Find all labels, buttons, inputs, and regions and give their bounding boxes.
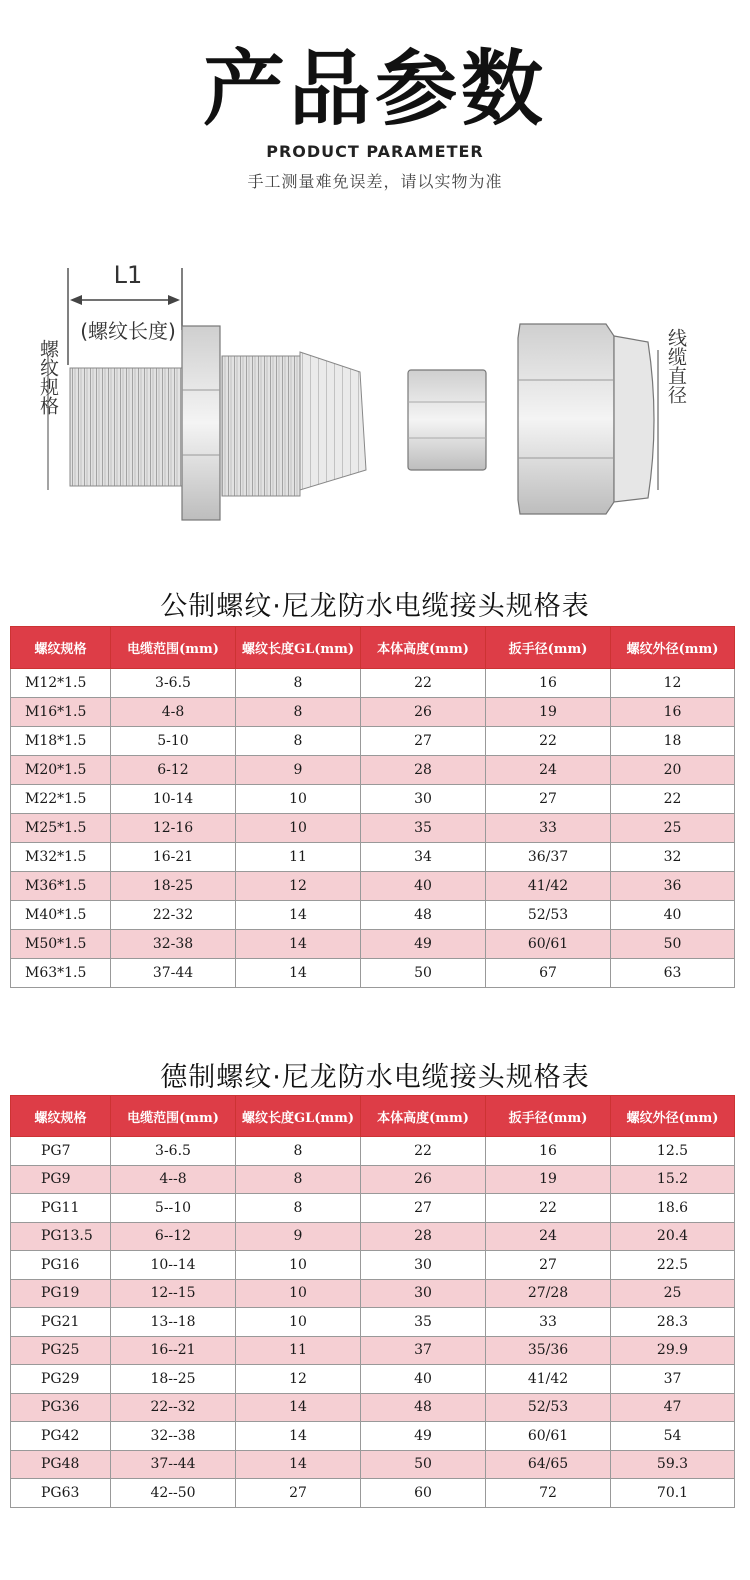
table-cell: 12 <box>236 1365 361 1394</box>
table-cell: 33 <box>486 1308 611 1337</box>
table-row <box>11 1251 735 1280</box>
table-cell: PG48 <box>11 1450 111 1479</box>
table-row <box>11 669 735 698</box>
table-cell: 52/53 <box>486 1393 611 1422</box>
table-cell: PG63 <box>11 1479 111 1508</box>
table-cell: 60/61 <box>486 930 611 959</box>
table-cell: 50 <box>361 959 486 988</box>
table-cell: 5--10 <box>111 1194 236 1223</box>
table-cell: 30 <box>361 785 486 814</box>
table-cell: 26 <box>361 1165 486 1194</box>
table-cell: 14 <box>236 1450 361 1479</box>
table-cell: M22*1.5 <box>11 785 111 814</box>
column-header: 电缆范围(mm) <box>111 1096 236 1137</box>
table-cell: 3-6.5 <box>111 669 236 698</box>
table-cell: 18.6 <box>611 1194 735 1223</box>
table-cell: 24 <box>486 756 611 785</box>
table-cell: 27 <box>236 1479 361 1508</box>
table-cell: 41/42 <box>486 872 611 901</box>
table-cell: 29.9 <box>611 1336 735 1365</box>
table-cell: PG11 <box>11 1194 111 1223</box>
table-cell: 37 <box>361 1336 486 1365</box>
table-cell: 13--18 <box>111 1308 236 1337</box>
table-row <box>11 1479 735 1508</box>
metric-spec-table <box>10 626 735 988</box>
table-cell: 14 <box>236 1422 361 1451</box>
table-cell: M18*1.5 <box>11 727 111 756</box>
table-cell: 8 <box>236 669 361 698</box>
table-cell: 28 <box>361 756 486 785</box>
table-cell: 10 <box>236 1308 361 1337</box>
table-cell: PG25 <box>11 1336 111 1365</box>
table-cell: 40 <box>611 901 735 930</box>
column-header: 本体高度(mm) <box>361 1096 486 1137</box>
german-table-title: 德制螺纹·尼龙防水电缆接头规格表 <box>160 1062 590 1093</box>
table-cell: 8 <box>236 698 361 727</box>
table-cell: 25 <box>611 1279 735 1308</box>
table-cell: 12--15 <box>111 1279 236 1308</box>
table-row <box>11 1222 735 1251</box>
table-cell: PG21 <box>11 1308 111 1337</box>
table-row <box>11 930 735 959</box>
table-cell: 8 <box>236 1137 361 1166</box>
table-cell: 28 <box>361 1222 486 1251</box>
column-header: 本体高度(mm) <box>361 627 486 669</box>
table-cell: 16 <box>611 698 735 727</box>
table-cell: 22 <box>361 669 486 698</box>
table-cell: 37 <box>611 1365 735 1394</box>
table-cell: M40*1.5 <box>11 901 111 930</box>
table-cell: 27 <box>486 1251 611 1280</box>
table-cell: 20 <box>611 756 735 785</box>
table-cell: 60/61 <box>486 1422 611 1451</box>
table-row <box>11 756 735 785</box>
table-cell: M16*1.5 <box>11 698 111 727</box>
column-header: 螺纹外径(mm) <box>611 1096 735 1137</box>
table-cell: 19 <box>486 698 611 727</box>
table-cell: 22 <box>486 727 611 756</box>
column-header: 螺纹外径(mm) <box>611 627 735 669</box>
table-row <box>11 1279 735 1308</box>
table-row <box>11 959 735 988</box>
table-cell: PG19 <box>11 1279 111 1308</box>
column-header: 螺纹规格 <box>11 627 111 669</box>
table-row <box>11 901 735 930</box>
table-cell: 8 <box>236 1165 361 1194</box>
table-cell: 47 <box>611 1393 735 1422</box>
table-cell: 48 <box>361 901 486 930</box>
table-cell: 27 <box>361 727 486 756</box>
page-subtitle: PRODUCT PARAMETER <box>266 142 484 161</box>
table-cell: 34 <box>361 843 486 872</box>
table-cell: 18-25 <box>111 872 236 901</box>
table-cell: 64/65 <box>486 1450 611 1479</box>
table-cell: M12*1.5 <box>11 669 111 698</box>
table-header-row <box>11 627 735 669</box>
table-cell: 40 <box>361 1365 486 1394</box>
table-row <box>11 1308 735 1337</box>
table-cell: M63*1.5 <box>11 959 111 988</box>
table-cell: PG13.5 <box>11 1222 111 1251</box>
table-row <box>11 814 735 843</box>
table-cell: 4--8 <box>111 1165 236 1194</box>
table-cell: 28.3 <box>611 1308 735 1337</box>
table-cell: 52/53 <box>486 901 611 930</box>
table-cell: 27 <box>486 785 611 814</box>
table-cell: 19 <box>486 1165 611 1194</box>
table-cell: PG42 <box>11 1422 111 1451</box>
table-cell: 30 <box>361 1251 486 1280</box>
table-cell: 50 <box>611 930 735 959</box>
column-header: 螺纹长度GL(mm) <box>236 1096 361 1137</box>
table-cell: 36/37 <box>486 843 611 872</box>
table-cell: 14 <box>236 959 361 988</box>
column-header: 螺纹长度GL(mm) <box>236 627 361 669</box>
column-header: 螺纹规格 <box>11 1096 111 1137</box>
cap-nut <box>518 324 614 514</box>
table-cell: 16--21 <box>111 1336 236 1365</box>
german-spec-table <box>10 1095 735 1508</box>
table-cell: 16 <box>486 669 611 698</box>
table-cell: M25*1.5 <box>11 814 111 843</box>
table-cell: 37--44 <box>111 1450 236 1479</box>
cap-dome <box>614 336 654 502</box>
thread-length-label: (螺纹长度) <box>80 319 176 343</box>
upper-thread <box>222 356 300 496</box>
table-cell: 32 <box>611 843 735 872</box>
table-cell: PG16 <box>11 1251 111 1280</box>
l1-arrow-left <box>70 295 82 305</box>
table-cell: 10 <box>236 1251 361 1280</box>
table-cell: 67 <box>486 959 611 988</box>
table-cell: 33 <box>486 814 611 843</box>
table-cell: 40 <box>361 872 486 901</box>
table-row <box>11 1194 735 1223</box>
table-cell: 10 <box>236 785 361 814</box>
table-cell: 22-32 <box>111 901 236 930</box>
table-cell: 3-6.5 <box>111 1137 236 1166</box>
measurement-note: 手工测量难免误差，请以实物为准 <box>247 172 503 191</box>
table-cell: 32-38 <box>111 930 236 959</box>
table-row <box>11 1422 735 1451</box>
table-row <box>11 785 735 814</box>
table-header-row <box>11 1096 735 1137</box>
table-cell: 12-16 <box>111 814 236 843</box>
table-cell: 12.5 <box>611 1137 735 1166</box>
table-cell: 72 <box>486 1479 611 1508</box>
table-cell: 36 <box>611 872 735 901</box>
table-row <box>11 872 735 901</box>
column-header: 扳手径(mm) <box>486 627 611 669</box>
table-cell: 70.1 <box>611 1479 735 1508</box>
table-cell: PG29 <box>11 1365 111 1394</box>
table-cell: 22 <box>486 1194 611 1223</box>
table-row <box>11 1165 735 1194</box>
table-cell: 27/28 <box>486 1279 611 1308</box>
table-cell: 24 <box>486 1222 611 1251</box>
hex-flange <box>182 326 220 520</box>
table-cell: 49 <box>361 1422 486 1451</box>
table-cell: 20.4 <box>611 1222 735 1251</box>
page-title: 产品参数 <box>202 42 547 137</box>
table-row <box>11 1365 735 1394</box>
threaded-body <box>70 368 182 486</box>
l1-label: L1 <box>113 261 143 289</box>
table-cell: 22.5 <box>611 1251 735 1280</box>
table-cell: 10 <box>236 814 361 843</box>
table-cell: 54 <box>611 1422 735 1451</box>
table-cell: 30 <box>361 1279 486 1308</box>
table-cell: 14 <box>236 1393 361 1422</box>
cable-gland-diagram <box>30 250 730 540</box>
table-cell: 4-8 <box>111 698 236 727</box>
table-cell: 18 <box>611 727 735 756</box>
table-cell: 8 <box>236 1194 361 1223</box>
table-cell: M32*1.5 <box>11 843 111 872</box>
table-cell: 59.3 <box>611 1450 735 1479</box>
table-cell: 63 <box>611 959 735 988</box>
table-cell: 48 <box>361 1393 486 1422</box>
table-cell: 27 <box>361 1194 486 1223</box>
table-cell: 16 <box>486 1137 611 1166</box>
table-cell: 49 <box>361 930 486 959</box>
table-cell: 11 <box>236 843 361 872</box>
table-cell: 22--32 <box>111 1393 236 1422</box>
cable-diameter-label: 线缆直径 <box>665 328 687 404</box>
table-cell: 37-44 <box>111 959 236 988</box>
table-cell: M20*1.5 <box>11 756 111 785</box>
table-row <box>11 1137 735 1166</box>
table-cell: 35/36 <box>486 1336 611 1365</box>
l1-arrow-right <box>168 295 180 305</box>
table-row <box>11 1393 735 1422</box>
thread-spec-label: 螺纹规格 <box>37 339 59 415</box>
table-cell: PG7 <box>11 1137 111 1166</box>
table-cell: 14 <box>236 930 361 959</box>
table-cell: M36*1.5 <box>11 872 111 901</box>
table-cell: 8 <box>236 727 361 756</box>
table-cell: 12 <box>611 669 735 698</box>
table-cell: 5-10 <box>111 727 236 756</box>
seal-insert <box>408 370 486 470</box>
table-cell: 42--50 <box>111 1479 236 1508</box>
table-cell: 35 <box>361 814 486 843</box>
column-header: 电缆范围(mm) <box>111 627 236 669</box>
table-cell: 10--14 <box>111 1251 236 1280</box>
table-cell: 22 <box>361 1137 486 1166</box>
table-row <box>11 843 735 872</box>
table-cell: 9 <box>236 1222 361 1251</box>
table-cell: 10 <box>236 1279 361 1308</box>
table-cell: 60 <box>361 1479 486 1508</box>
claw-cone <box>300 352 366 490</box>
table-cell: 10-14 <box>111 785 236 814</box>
table-cell: 50 <box>361 1450 486 1479</box>
table-cell: 12 <box>236 872 361 901</box>
table-cell: 6--12 <box>111 1222 236 1251</box>
column-header: 扳手径(mm) <box>486 1096 611 1137</box>
table-row <box>11 1336 735 1365</box>
table-cell: 16-21 <box>111 843 236 872</box>
table-cell: 11 <box>236 1336 361 1365</box>
table-cell: PG36 <box>11 1393 111 1422</box>
table-cell: M50*1.5 <box>11 930 111 959</box>
table-cell: 14 <box>236 901 361 930</box>
page-header <box>0 40 750 192</box>
table-cell: 41/42 <box>486 1365 611 1394</box>
table-row <box>11 727 735 756</box>
table-cell: 22 <box>611 785 735 814</box>
table-cell: 35 <box>361 1308 486 1337</box>
table-cell: 25 <box>611 814 735 843</box>
table-row <box>11 1450 735 1479</box>
table-row <box>11 698 735 727</box>
table-cell: 6-12 <box>111 756 236 785</box>
table-cell: 26 <box>361 698 486 727</box>
table-cell: PG9 <box>11 1165 111 1194</box>
table-cell: 18--25 <box>111 1365 236 1394</box>
metric-table-title: 公制螺纹·尼龙防水电缆接头规格表 <box>160 591 590 622</box>
table-cell: 15.2 <box>611 1165 735 1194</box>
table-cell: 9 <box>236 756 361 785</box>
table-cell: 32--38 <box>111 1422 236 1451</box>
